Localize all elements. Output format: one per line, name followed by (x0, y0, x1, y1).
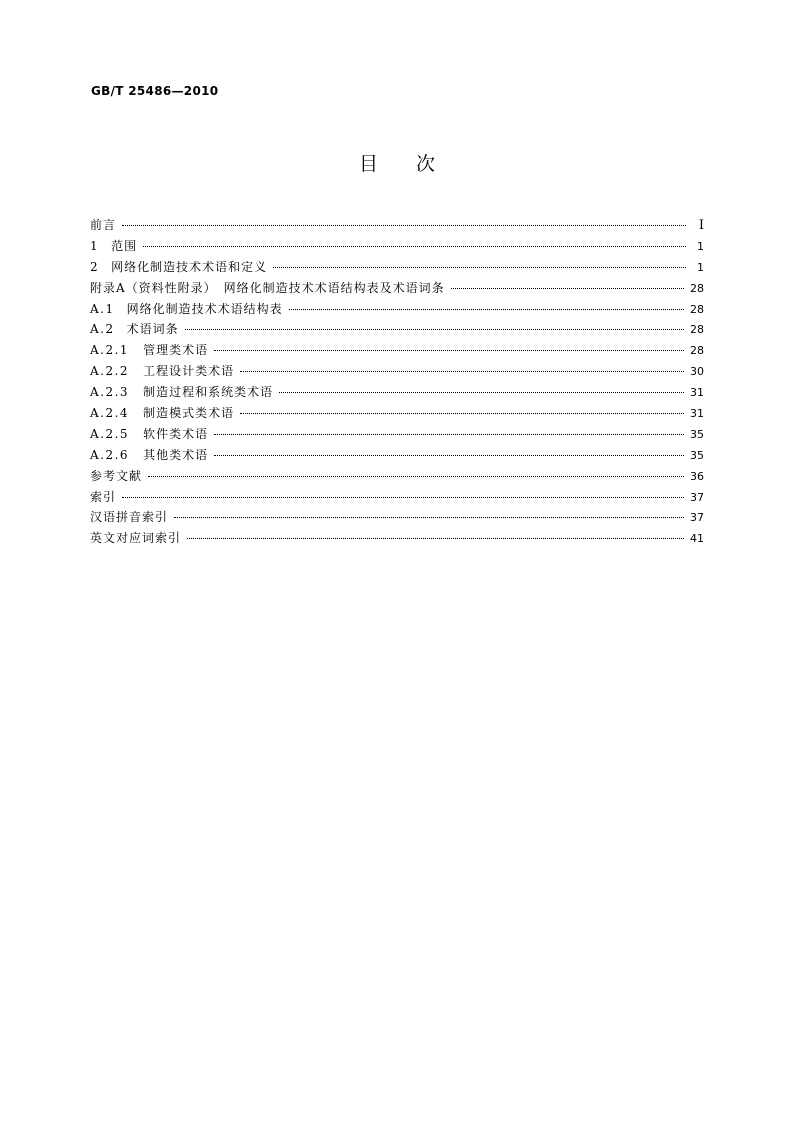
toc-entry-page: Ⅰ (698, 218, 704, 233)
toc-entry-page: 31 (690, 407, 704, 421)
dot-leader (148, 475, 684, 477)
toc-entry-text: 制造模式类术语 (143, 406, 235, 421)
toc-entry-text: 网络化制造技术术语结构表 (126, 301, 283, 316)
toc-entry-page: 36 (690, 469, 704, 483)
toc-entry-a2-5[interactable] (90, 425, 704, 446)
page-title: 目 次 (358, 153, 435, 175)
standard-code: GB/T 25486—2010 (91, 84, 219, 98)
dot-leader (122, 224, 686, 226)
toc-entry-a2-6[interactable] (90, 446, 704, 467)
toc-entry-pinyin-index[interactable] (90, 508, 704, 529)
dot-leader (174, 516, 684, 518)
toc-entry-page: 41 (690, 532, 704, 546)
toc-entry-terms-definitions[interactable] (90, 258, 704, 279)
toc-entry-label (90, 404, 240, 421)
toc-entry-text: 汉语拼音索引 (90, 510, 169, 525)
toc-entry-label (90, 237, 143, 254)
toc-entry-label (90, 446, 214, 463)
toc-entry-label (90, 279, 451, 296)
toc-entry-page: 28 (690, 302, 704, 316)
toc-entry-label (90, 383, 279, 400)
dot-leader (214, 454, 684, 456)
toc-entry-number: A.2.6 (90, 447, 130, 462)
toc-entry-appendix-a[interactable] (90, 279, 704, 300)
dot-leader (185, 328, 684, 330)
dot-leader (240, 412, 684, 414)
dot-leader (214, 433, 684, 435)
toc-entry-text: 英文对应词索引 (90, 531, 182, 546)
toc-entry-text: 术语词条 (126, 322, 179, 337)
toc-entry-text: 范围 (111, 238, 138, 253)
toc-entry-number: A.2.1 (90, 343, 130, 358)
toc-entry-page: 28 (690, 323, 704, 337)
toc-entry-label (90, 300, 289, 317)
toc-entry-text: 软件类术语 (143, 426, 209, 441)
dot-leader (273, 266, 686, 268)
toc-entry-label (90, 467, 148, 484)
toc-entry-label (90, 529, 187, 546)
toc-entry-a2-4[interactable] (90, 404, 704, 425)
toc-entry-page: 30 (690, 365, 704, 379)
dot-leader (279, 391, 684, 393)
toc-entry-text: 参考文献 (90, 468, 143, 483)
toc-entry-label (90, 341, 214, 358)
toc-entry-page: 31 (690, 386, 704, 400)
toc-entry-number: A.1 (90, 301, 115, 316)
dot-leader (289, 308, 684, 310)
toc-entry-page: 37 (690, 490, 704, 504)
toc-entry-page: 1 (697, 239, 704, 253)
toc-entry-page: 28 (690, 344, 704, 358)
toc-entry-label (90, 258, 273, 275)
toc-entry-references[interactable] (90, 467, 704, 488)
toc-entry-a2[interactable] (90, 320, 704, 341)
dot-leader (214, 349, 684, 351)
toc-entry-page: 1 (697, 260, 704, 274)
toc-entry-number: 2 (90, 259, 100, 274)
toc-entry-page: 35 (690, 427, 704, 441)
toc-entry-label (90, 362, 240, 379)
toc-entry-scope[interactable] (90, 237, 704, 258)
toc-entry-english-index[interactable] (90, 529, 704, 550)
toc-entry-number: 1 (90, 238, 100, 253)
toc-entry-index[interactable] (90, 488, 704, 509)
toc-entry-a2-1[interactable] (90, 341, 704, 362)
toc-entry-number: A.2 (90, 322, 115, 337)
dot-leader (451, 287, 684, 289)
toc-entry-label (90, 320, 185, 337)
toc-entry-a2-2[interactable] (90, 362, 704, 383)
toc-entry-page: 28 (690, 281, 704, 295)
toc-entry-number: A.2.5 (90, 426, 130, 441)
toc-entry-page: 35 (690, 448, 704, 462)
toc-entry-label (90, 508, 174, 525)
toc-entry-page: 37 (690, 511, 704, 525)
toc-entry-label (90, 216, 122, 233)
table-of-contents (90, 216, 704, 550)
toc-entry-a1[interactable] (90, 300, 704, 321)
toc-entry-text: 管理类术语 (143, 343, 209, 358)
dot-leader (187, 537, 684, 539)
toc-entry-text: 网络化制造技术术语和定义 (111, 259, 268, 274)
toc-entry-text: 前言 (90, 218, 117, 232)
toc-entry-text: 工程设计类术语 (143, 364, 235, 379)
toc-entry-number: A.2.3 (90, 385, 130, 400)
toc-entry-number: A.2.4 (90, 406, 130, 421)
toc-entry-label (90, 488, 122, 505)
toc-entry-text: 其他类术语 (143, 447, 209, 462)
dot-leader (122, 496, 684, 498)
toc-entry-text: 附录A（资料性附录） 网络化制造技术术语结构表及术语词条 (90, 280, 445, 295)
toc-entry-preface[interactable] (90, 216, 704, 237)
toc-entry-label (90, 425, 214, 442)
toc-entry-text: 索引 (90, 489, 117, 504)
dot-leader (240, 370, 684, 372)
toc-entry-a2-3[interactable] (90, 383, 704, 404)
toc-entry-number: A.2.2 (90, 364, 130, 379)
dot-leader (143, 245, 686, 247)
toc-entry-text: 制造过程和系统类术语 (143, 385, 274, 400)
